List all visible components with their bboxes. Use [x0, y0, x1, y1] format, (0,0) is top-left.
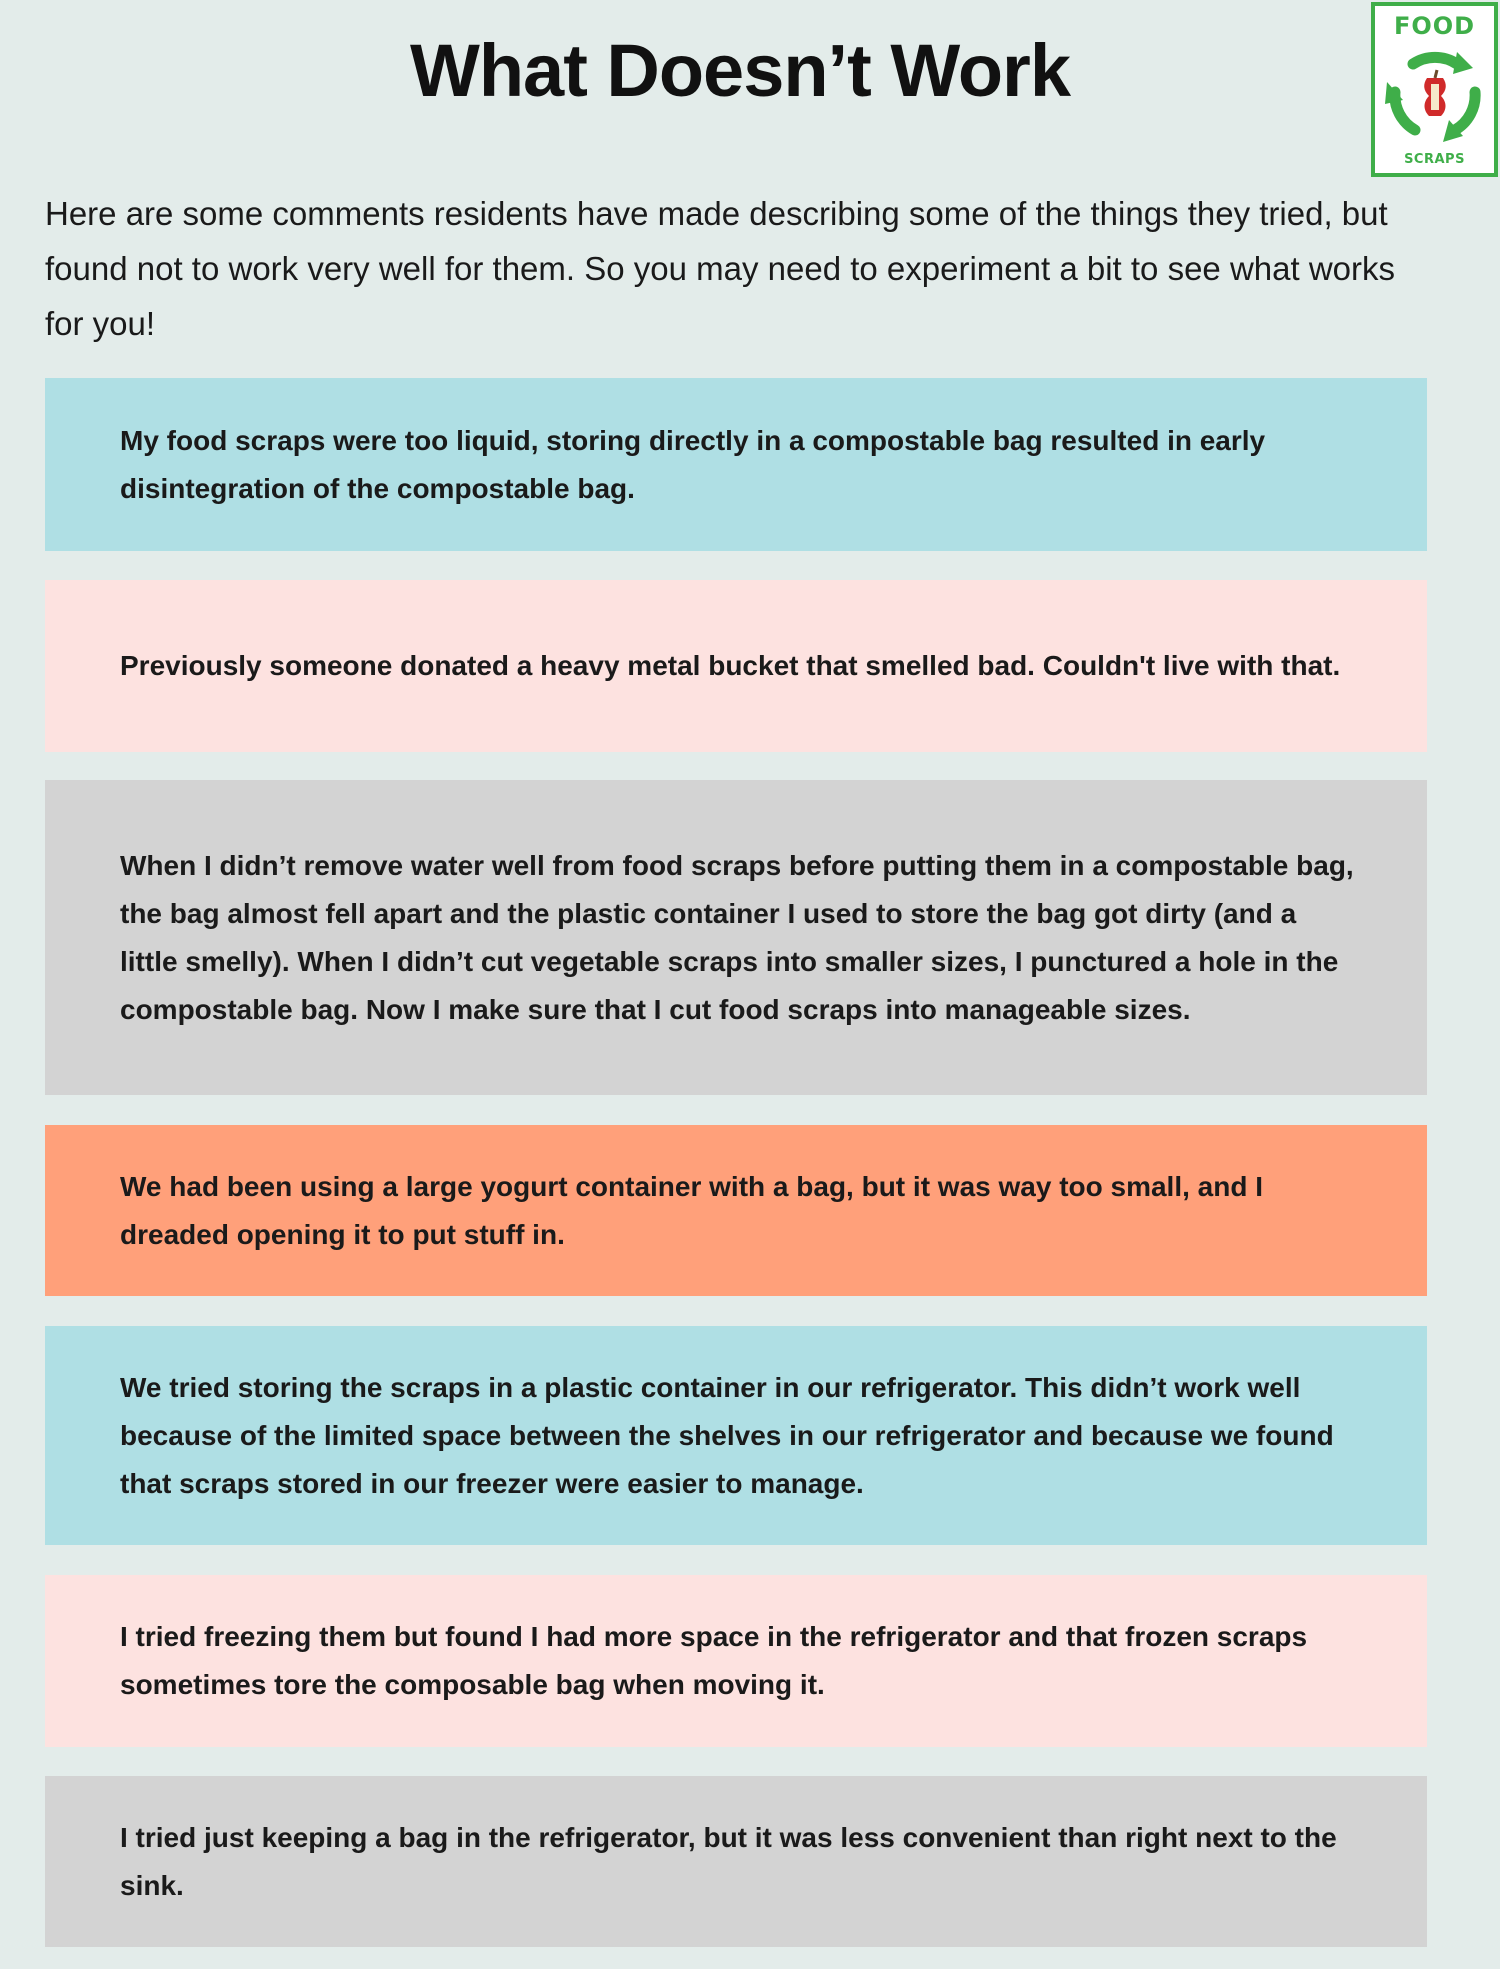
comment-card	[45, 580, 1427, 752]
comment-text: I tried just keeping a bag in the refrigerator, but it was less convenient than right next to the sink.	[120, 1821, 1337, 1901]
logo-top-text: FOOD	[1393, 12, 1476, 40]
comment-card	[45, 378, 1427, 551]
comment-text: My food scraps were too liquid, storing directly in a compostable bag resulted in early disintegration of the compostable bag.	[120, 424, 1266, 504]
page-title: What Doesn’t Work	[410, 29, 1070, 112]
comment-text: When I didn’t remove water well from food scraps before putting them in a compostable bag, the bag almost fell apart and the plastic container I used to store the bag got dirty (and a little smelly). When I didn’t cut vegetable scraps into smaller sizes, I punctured a hole in the compostable bag. Now I make sure that I cut food scraps into manageable sizes.	[120, 849, 1354, 1025]
comment-text: I tried freezing them but found I had more space in the refrigerator and that frozen scraps sometimes tore the composable bag when moving it.	[120, 1621, 1308, 1700]
comment-text: We had been using a large yogurt container with a bag, but it was way too small, and I dreaded opening it to put stuff in.	[120, 1170, 1264, 1250]
comment-card	[45, 1125, 1427, 1296]
logo-bottom-text: SCRAPS	[1404, 152, 1465, 167]
recycle-apple-icon	[1383, 44, 1487, 148]
apple-core-icon	[1424, 70, 1446, 116]
comment-text: Previously someone donated a heavy metal bucket that smelled bad. Couldn't live with that.	[120, 650, 1341, 681]
intro-paragraph: Here are some comments residents have made describing some of the things they tried, but found not to work very well for them. So you may need to experiment a bit to see what works for you!	[45, 195, 1395, 342]
comment-card	[45, 1776, 1427, 1947]
food-scraps-logo	[1371, 2, 1498, 177]
comment-card	[45, 1326, 1427, 1545]
comment-card	[45, 1575, 1427, 1747]
comment-card	[45, 780, 1427, 1095]
comment-text: We tried storing the scraps in a plastic container in our refrigerator. This didn’t work well because of the limited space between the shelves in our refrigerator and because we found that scraps stored in our freezer were easier to manage.	[120, 1371, 1334, 1499]
